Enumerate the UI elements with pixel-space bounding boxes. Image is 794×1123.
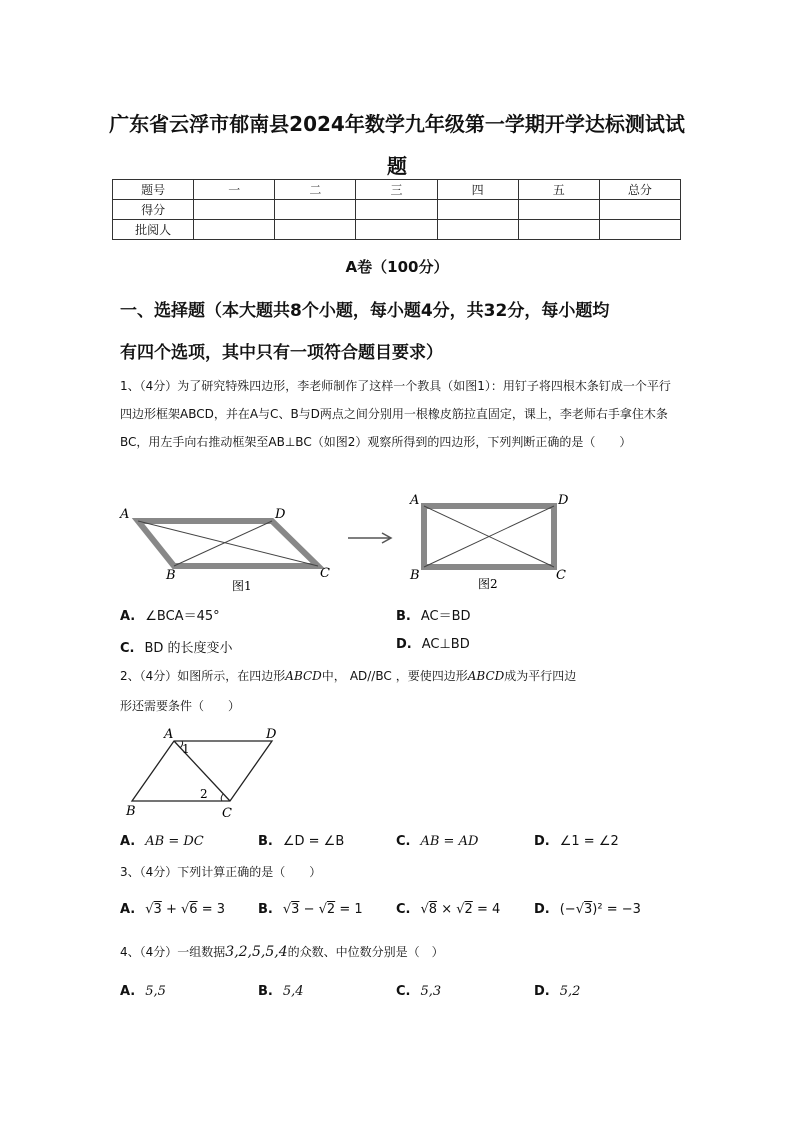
question-1-text: 1、（4分）为了研究特殊四边形，李老师制作了这样一个教具（如图1）：用钉子将四根木条钉成一个平行四边形框架ABCD，并在A与C、B与D两点之间分别用一根橡皮筋拉直固定，课上，李老师右手拿住木条BC，用左手向右推动框架至AB⊥BC（如图2）观察所得到的四边形，下列判断正确的是（ ） (120, 379, 671, 449)
q3-option-a[interactable]: A. √3 + √6 = 3 (120, 902, 226, 917)
q2-option-d[interactable]: D. ∠1 = ∠2 (534, 834, 619, 849)
fig2-label-c: C (556, 568, 566, 583)
reviewer-cell[interactable] (194, 220, 275, 240)
sqrt-symbol: √ (181, 902, 190, 917)
score-header-cell: 二 (275, 180, 356, 200)
figure-2 (409, 493, 569, 591)
score-cell[interactable] (275, 200, 356, 220)
reviewer-cell[interactable] (599, 220, 680, 240)
score-cell[interactable] (356, 200, 437, 220)
q3-option-c[interactable]: C. √8 × √2 = 4 (396, 902, 501, 917)
sqrt-symbol: √ (420, 902, 429, 917)
fig1-label-b: B (166, 568, 176, 583)
score-table-header-row (113, 180, 681, 200)
arrow-right-icon (348, 533, 391, 543)
fig2-label-a: A (410, 493, 420, 508)
fig2-caption: 图2 (478, 577, 498, 591)
score-header-cell: 一 (194, 180, 275, 200)
question-2-text: 2、（4分）如图所示，在四边形ABCD中， AD//BC ，要使四边形ABCD成为平行四边 (120, 669, 577, 683)
question-2-line2: 形还需要条件（ ） (120, 699, 241, 713)
q1-option-a[interactable]: A. ∠BCA＝45° (120, 609, 220, 624)
score-table (112, 179, 681, 240)
reviewer-cell[interactable] (518, 220, 599, 240)
fig1-diagonal-bd (174, 521, 272, 566)
sqrt-symbol: √ (575, 902, 584, 917)
page-title-line2: 题 (387, 154, 407, 178)
q2-angle2-arc (221, 794, 223, 801)
reviewer-cell[interactable] (437, 220, 518, 240)
q4-option-a[interactable]: A. 5,5 (120, 984, 166, 999)
q3-option-d[interactable]: D. (−√3)² = −3 (534, 902, 641, 917)
figure-1 (119, 507, 330, 593)
q2-option-a[interactable]: A. AB = DC (120, 834, 204, 849)
score-row-label: 得分 (113, 200, 194, 220)
fig1-label-c: C (320, 566, 330, 581)
q2-angle1-label: 1 (182, 742, 190, 756)
reviewer-row-label: 批阅人 (113, 220, 194, 240)
reviewer-cell[interactable] (275, 220, 356, 240)
q2-angle2-label: 2 (200, 787, 208, 801)
q2-label-d: D (266, 727, 277, 742)
q2-label-c: C (222, 806, 232, 821)
fig1-label-a: A (120, 507, 130, 522)
score-cell[interactable] (194, 200, 275, 220)
fig2-label-b: B (410, 568, 420, 583)
volume-label: A卷（100分） (345, 258, 449, 276)
reviewer-row (113, 220, 681, 240)
score-header-cell: 五 (518, 180, 599, 200)
page-title-line1: 广东省云浮市郁南县2024年数学九年级第一学期开学达标测试试 (109, 112, 685, 136)
sqrt-symbol: √ (456, 902, 465, 917)
question-4-text: 4、（4分）一组数据3,2,5,5,4的众数、中位数分别是（ ） (120, 944, 444, 960)
q2-label-a: A (164, 727, 174, 742)
fig1-caption: 图1 (232, 579, 252, 593)
q2-option-c[interactable]: C. AB = AD (396, 834, 479, 849)
q1-option-c[interactable]: C. BD 的长度变小 (120, 641, 233, 656)
score-cell[interactable] (518, 200, 599, 220)
q4-option-b[interactable]: B. 5,4 (258, 984, 304, 999)
q1-option-b[interactable]: B. AC＝BD (396, 609, 471, 624)
score-header-cell: 三 (356, 180, 437, 200)
section-heading-line2: 有四个选项，其中只有一项符合题目要求） (120, 343, 443, 363)
sqrt-symbol: √ (145, 902, 154, 917)
score-header-cell: 总分 (599, 180, 680, 200)
reviewer-cell[interactable] (356, 220, 437, 240)
section-heading-line1: 一、选择题（本大题共8个小题，每小题4分，共32分，每小题均 (120, 301, 610, 321)
score-header-cell: 四 (437, 180, 518, 200)
q3-option-b[interactable]: B. √3 − √2 = 1 (258, 902, 363, 917)
score-header-cell: 题号 (113, 180, 194, 200)
q1-option-d[interactable]: D. AC⊥BD (396, 637, 470, 652)
q2-figure (120, 722, 290, 827)
q2-label-b: B (126, 804, 136, 819)
question-3-text: 3、（4分）下列计算正确的是（ ） (120, 865, 322, 879)
score-row (113, 200, 681, 220)
q1-figures (110, 490, 590, 600)
score-cell[interactable] (599, 200, 680, 220)
sqrt-symbol: √ (318, 902, 327, 917)
q4-option-c[interactable]: C. 5,3 (396, 984, 442, 999)
score-cell[interactable] (437, 200, 518, 220)
q4-option-d[interactable]: D. 5,2 (534, 984, 581, 999)
fig2-label-d: D (558, 493, 569, 508)
sqrt-symbol: √ (282, 902, 292, 917)
q2-option-b[interactable]: B. ∠D = ∠B (258, 834, 345, 849)
fig1-label-d: D (275, 507, 286, 522)
